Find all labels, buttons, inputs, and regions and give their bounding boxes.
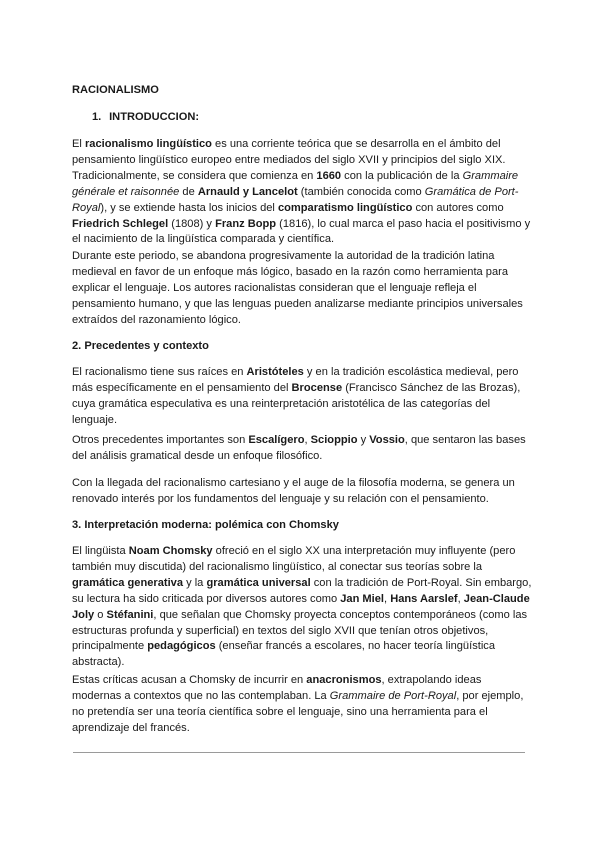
paragraph-anacronismos <box>72 673 532 737</box>
bold-term: Scioppio <box>310 434 358 446</box>
text-run: y en la tradición escolástica medieval, pero más específicamente en el pensamiento del <box>72 366 519 394</box>
text-run: ofreció en el siglo XX una interpretación muy influyente (pero también muy discutida) del racionalismo lingüístico, al conectar sus teorías sobre la <box>72 545 516 573</box>
text-run: con la publicación de la <box>341 169 463 182</box>
bold-term: gramática universal <box>206 576 311 589</box>
text-run: y <box>357 434 370 446</box>
bold-term: anacronismos <box>306 674 382 686</box>
text-run: con la tradición de Port-Royal. Sin embargo, su lectura ha sido criticada por diversos autores como <box>72 576 532 605</box>
paragraph-raices <box>72 365 532 429</box>
text-run: es una corriente teórica que se desarrolla en el ámbito del pensamiento lingüístico europeo entre mediados del siglo XVII y principios del siglo XIX. Tradicionalmente, se considera que comienza en <box>72 138 506 182</box>
text-run: ), y se extiende hasta los inicios del <box>100 201 278 214</box>
bold-term: Stéfanini <box>106 608 154 621</box>
section-heading-chomsky: 3. Interpretación moderna: polémica con Chomsky <box>72 519 339 531</box>
bold-term: Arnauld y Lancelot <box>197 185 298 198</box>
horizontal-rule <box>73 752 525 753</box>
bold-term: comparatismo lingüístico <box>277 201 413 214</box>
section-title: INTRODUCCION: <box>109 111 200 123</box>
text-run: con autores como <box>412 201 504 214</box>
bold-term: pedagógicos <box>147 640 216 653</box>
section-heading-precedentes: 2. Precedentes y contexto <box>72 340 209 352</box>
bold-term: Franz Bopp <box>215 217 277 230</box>
text-run: , por ejemplo, no pretendía ser una teoría científica sobre el lenguaje, sino una herramienta para el aprendizaje del francés. <box>72 689 524 734</box>
text-run: (Francisco Sánchez de las Brozas), cuya gramática especulativa es una reinterpretación aristotélica de las categorías del lenguaje. <box>72 381 521 426</box>
text-run: El racionalismo tiene sus raíces en <box>72 366 247 378</box>
text-run: y la <box>183 576 207 589</box>
text-run: Otros precedentes importantes son <box>72 434 249 446</box>
text-run: (1816), lo cual marca el paso hacia el positivismo y el nacimiento de la lingüística comparada y científica. <box>72 217 531 246</box>
bold-term: Aristóteles <box>246 366 304 378</box>
bold-term: Escalígero <box>248 434 305 446</box>
text-run: (1808) y <box>168 217 216 230</box>
text-run: o <box>94 608 107 621</box>
text-run: Estas críticas acusan a Chomsky de incurrir en <box>72 674 307 686</box>
text-run: , <box>304 434 311 446</box>
paragraph-definicion <box>72 137 532 248</box>
text-run: El <box>72 138 85 150</box>
text-run: (enseñar francés a escolares, no hacer teoría lingüística abstracta). <box>72 640 495 669</box>
text-run: (también conocida como <box>297 185 425 198</box>
text-run: , <box>384 592 391 605</box>
text-run: , que sentaron las bases del análisis gramatical desde un enfoque filosófico. <box>72 434 526 462</box>
section-heading-introduccion <box>92 110 199 126</box>
text-run: , que señalan que Chomsky proyecta conceptos contemporáneos (como las estructuras profunda y superficial) en textos del siglo XVII que tenían otros objetivos, principalmente <box>72 608 528 653</box>
italic-title: Grammaire de Port-Royal <box>329 689 457 702</box>
paragraph-otros-precedentes <box>72 433 532 465</box>
bold-term: Friedrich Schlegel <box>72 217 169 230</box>
bold-term: Jean-Claude Joly <box>72 592 530 621</box>
bold-term: Noam Chomsky <box>128 545 213 557</box>
bold-term: 1660 <box>316 169 342 182</box>
paragraph-chomsky <box>72 544 532 671</box>
document-title: RACIONALISMO <box>72 84 159 96</box>
text-run: , extrapolando ideas modernas a contextos que no las contemplaban. La <box>72 674 482 702</box>
bold-term: Vossio <box>369 434 405 446</box>
paragraph-cartesiano: Con la llegada del racionalismo cartesiano y el auge de la filosofía moderna, se genera un renovado interés por los fundamentos del lenguaje y su relación con el pensamiento. <box>72 477 515 505</box>
text-run: de <box>179 185 198 198</box>
text-run: , <box>457 592 464 605</box>
paragraph-periodo: Durante este periodo, se abandona progresivamente la autoridad de la tradición latina medieval en favor de un enfoque más lógico, basado en la razón como herramienta para explicar el lenguaje. Los autores racionalistas consideran que el lenguaje refleja el pensamiento humano, y que las lenguas pueden analizarse mediante principios universales extraídos del razonamiento lógico. <box>72 250 523 326</box>
bold-term: Jan Miel <box>340 592 385 605</box>
section-number: 1. <box>92 111 102 123</box>
bold-term: Brocense <box>291 381 343 394</box>
bold-term: racionalismo lingüístico <box>84 138 212 150</box>
italic-title: Grammaire générale et raisonnée <box>72 169 519 198</box>
text-run: El lingüista <box>72 545 129 557</box>
bold-term: gramática generativa <box>72 576 183 589</box>
italic-title: Gramática de Port-Royal <box>72 185 519 214</box>
bold-term: Hans Aarslef <box>390 592 458 605</box>
